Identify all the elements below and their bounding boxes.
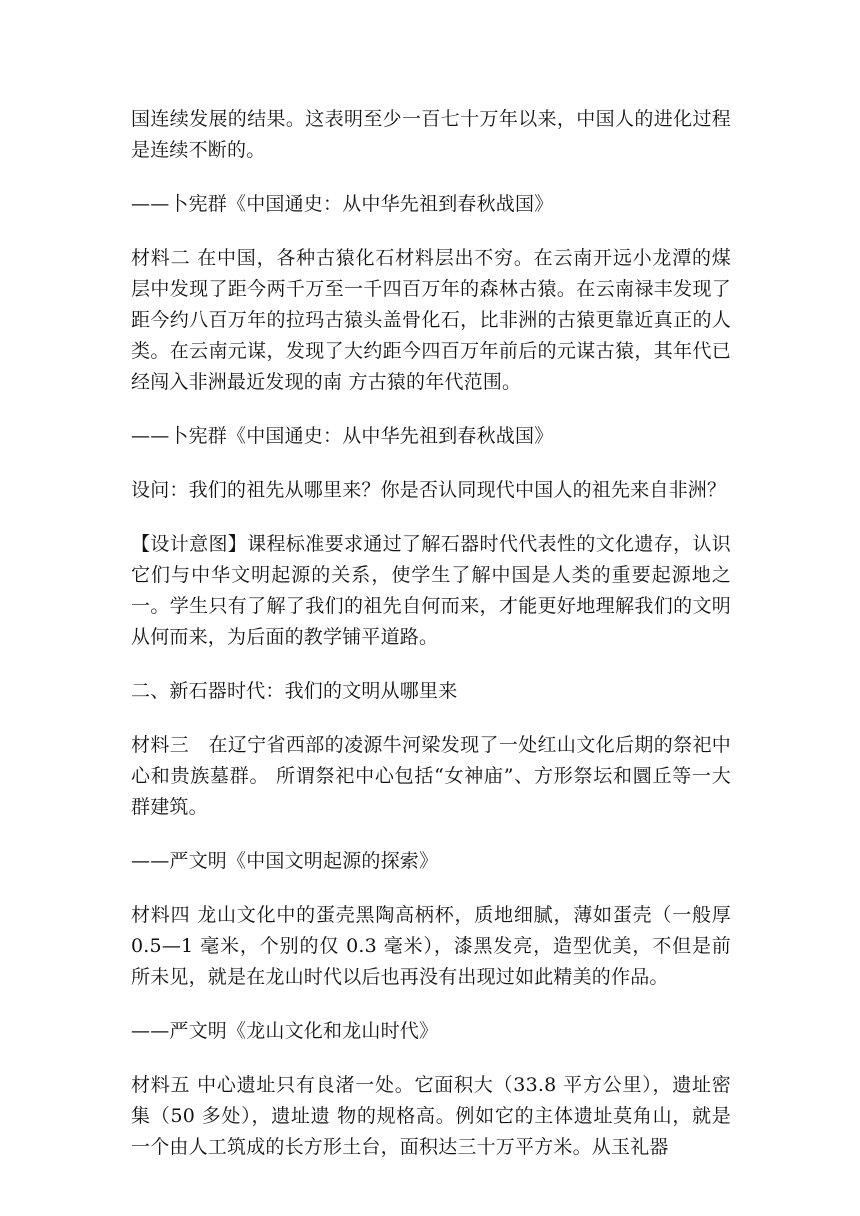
- paragraph-design-intent: 【设计意图】课程标准要求通过了解石器时代代表性的文化遗存，认识它们与中华文明起源的关系，使学生了解中国是人类的重要起源地之一。学生只有了解了我们的祖先自何而来，才能更好地理解我们的文明从何而来，为后面的教学铺平道路。: [131, 533, 731, 648]
- document-page: [131, 104, 731, 1163]
- paragraph-question: 设问：我们的祖先从哪里来？你是否认同现代中国人的祖先来自非洲？: [131, 479, 727, 501]
- paragraph-material-two: 材料二 在中国，各种古猿化石材料层出不穷。在云南开远小龙潭的煤层中发现了距今两千万至一千四百万年的森林古猿。在云南禄丰发现了距今约八百万年的拉玛古猿头盖骨化石，比非洲的古猿更靠近真正的人类。在云南元谋，发现了大约距今四百万年前后的元谋古猿，其年代已经闯入非洲最近发现的南 方古猿的年代范围。: [131, 247, 731, 393]
- paragraph-material-five: 材料五 中心遗址只有良渚一处。它面积大（33.8 平方公里），遗址密集（50 多处），遗址遗 物的规格高。例如它的主体遗址莫角山，就是一个由人工筑成的长方形土台，面积达三十万平方米。从玉礼器: [131, 1074, 731, 1158]
- citation-yan-wenming-1: ——严文明《中国文明起源的探索》: [131, 850, 439, 872]
- citation-bu-xianqun-2: ——卜宪群《中国通史：从中华先祖到春秋战国》: [131, 425, 554, 447]
- citation-yan-wenming-2: ——严文明《龙山文化和龙山时代》: [131, 1020, 439, 1042]
- citation-bu-xianqun-1: ——卜宪群《中国通史：从中华先祖到春秋战国》: [131, 193, 554, 215]
- paragraph-material-three: 材料三 在辽宁省西部的凌源牛河梁发现了一处红山文化后期的祭祀中心和贵族墓群。 所谓祭祀中心包括“女神庙”、方形祭坛和圜丘等一大群建筑。: [131, 734, 731, 818]
- section-heading-neolithic: 二、新石器时代：我们的文明从哪里来: [131, 680, 458, 702]
- paragraph-material-four: 材料四 龙山文化中的蛋壳黑陶高柄杯，质地细腻，薄如蛋壳（一般厚 0.5—1 毫米，个别的仅 0.3 毫米），漆黑发亮，造型优美，不但是前所未见，就是在龙山时代以后也再没有出现过如此精美的作品。: [131, 904, 731, 988]
- paragraph-evolution-conclusion: 国连续发展的结果。这表明至少一百七十万年以来，中国人的进化过程是连续不断的。: [131, 108, 731, 161]
